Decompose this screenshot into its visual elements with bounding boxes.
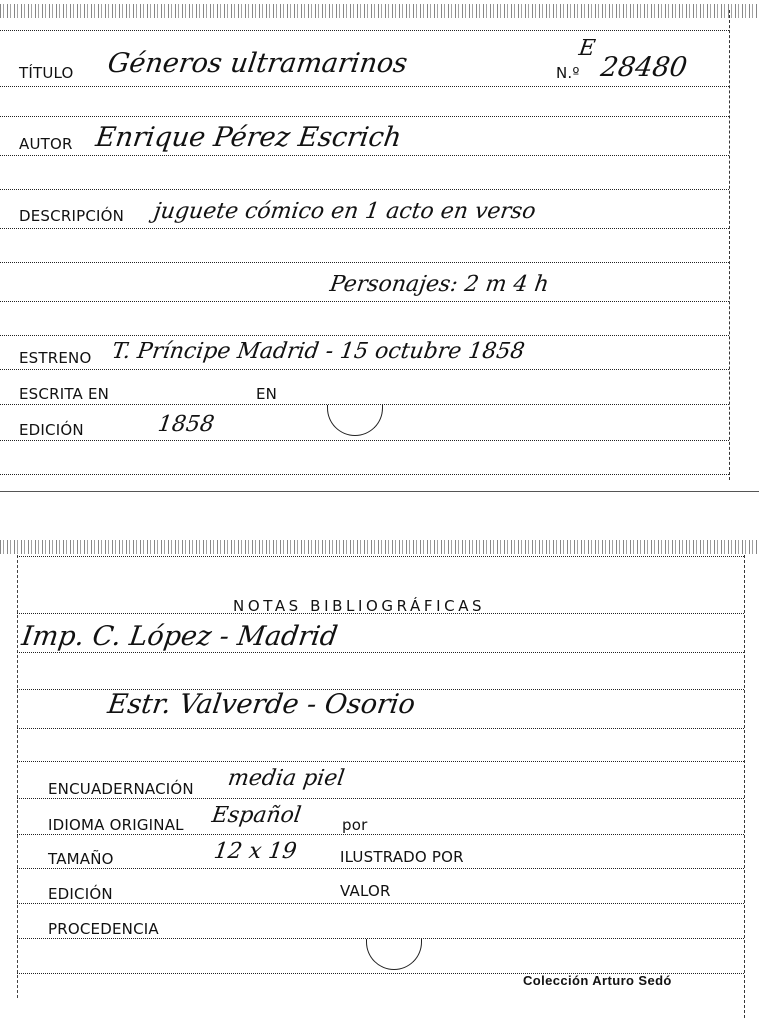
card-right-border xyxy=(729,10,730,480)
rule xyxy=(0,116,729,117)
rule xyxy=(17,868,744,869)
label-ilustrado: ILUSTRADO POR xyxy=(340,848,464,866)
value-titulo: Géneros ultramarinos xyxy=(105,48,410,79)
rule xyxy=(17,798,744,799)
label-tamano: TAMAÑO xyxy=(48,850,114,868)
value-encuadernacion: media piel xyxy=(226,766,347,791)
rule xyxy=(17,903,744,904)
rule xyxy=(17,728,744,729)
rule xyxy=(17,834,744,835)
label-valor: VALOR xyxy=(340,882,391,900)
label-edicion-2: EDICIÓN xyxy=(48,885,113,903)
note-line-1: Imp. C. López - Madrid xyxy=(19,621,340,652)
rule xyxy=(0,369,729,370)
value-numero-prefix: E xyxy=(577,36,597,61)
catalog-card-top xyxy=(0,0,759,490)
card-top-edge xyxy=(0,4,759,18)
catalog-card-bottom xyxy=(0,535,759,1028)
note-line-2: Estr. Valverde - Osorio xyxy=(105,689,418,720)
rule xyxy=(0,189,729,190)
rod-hole-notch xyxy=(366,939,422,970)
rule xyxy=(0,155,729,156)
value-tamano: 12 x 19 xyxy=(212,839,299,864)
card-right-border xyxy=(744,555,745,1018)
value-numero: 28480 xyxy=(598,52,690,83)
label-titulo: TÍTULO xyxy=(19,64,74,82)
value-edicion: 1858 xyxy=(156,412,216,437)
value-autor: Enrique Pérez Escrich xyxy=(93,122,404,153)
card-bottom-edge xyxy=(0,540,759,554)
label-encuadernacion: ENCUADERNACIÓN xyxy=(48,780,194,798)
label-por: por xyxy=(342,816,368,834)
label-numero: N.º xyxy=(556,64,580,82)
label-procedencia: PROCEDENCIA xyxy=(48,920,159,938)
rule xyxy=(0,30,729,31)
value-estreno: T. Príncipe Madrid - 15 octubre 1858 xyxy=(110,339,527,364)
label-autor: AUTOR xyxy=(19,135,73,153)
rule xyxy=(17,652,744,653)
rule xyxy=(17,556,744,557)
value-descripcion: juguete cómico en 1 acto en verso xyxy=(152,199,538,224)
label-idioma: IDIOMA ORIGINAL xyxy=(48,816,184,834)
rule xyxy=(0,440,729,441)
rod-hole-notch xyxy=(327,405,383,436)
label-descripcion: DESCRIPCIÓN xyxy=(19,207,125,225)
label-escrita-en: ESCRITA EN xyxy=(19,385,110,403)
rule xyxy=(0,228,729,229)
heading-notas: NOTAS BIBLIOGRÁFICAS xyxy=(233,597,486,615)
footer-coleccion: Colección Arturo Sedó xyxy=(523,973,672,988)
rule xyxy=(17,761,744,762)
value-idioma: Español xyxy=(210,803,303,828)
label-estreno: ESTRENO xyxy=(19,349,92,367)
rule xyxy=(0,86,729,87)
value-personajes: Personajes: 2 m 4 h xyxy=(328,272,551,297)
rule xyxy=(0,301,729,302)
rule xyxy=(0,474,729,475)
label-en: EN xyxy=(256,385,278,403)
rule xyxy=(0,262,729,263)
card-left-border xyxy=(17,555,18,998)
rule xyxy=(0,335,729,336)
label-edicion: EDICIÓN xyxy=(19,421,84,439)
card-divider xyxy=(0,491,759,492)
